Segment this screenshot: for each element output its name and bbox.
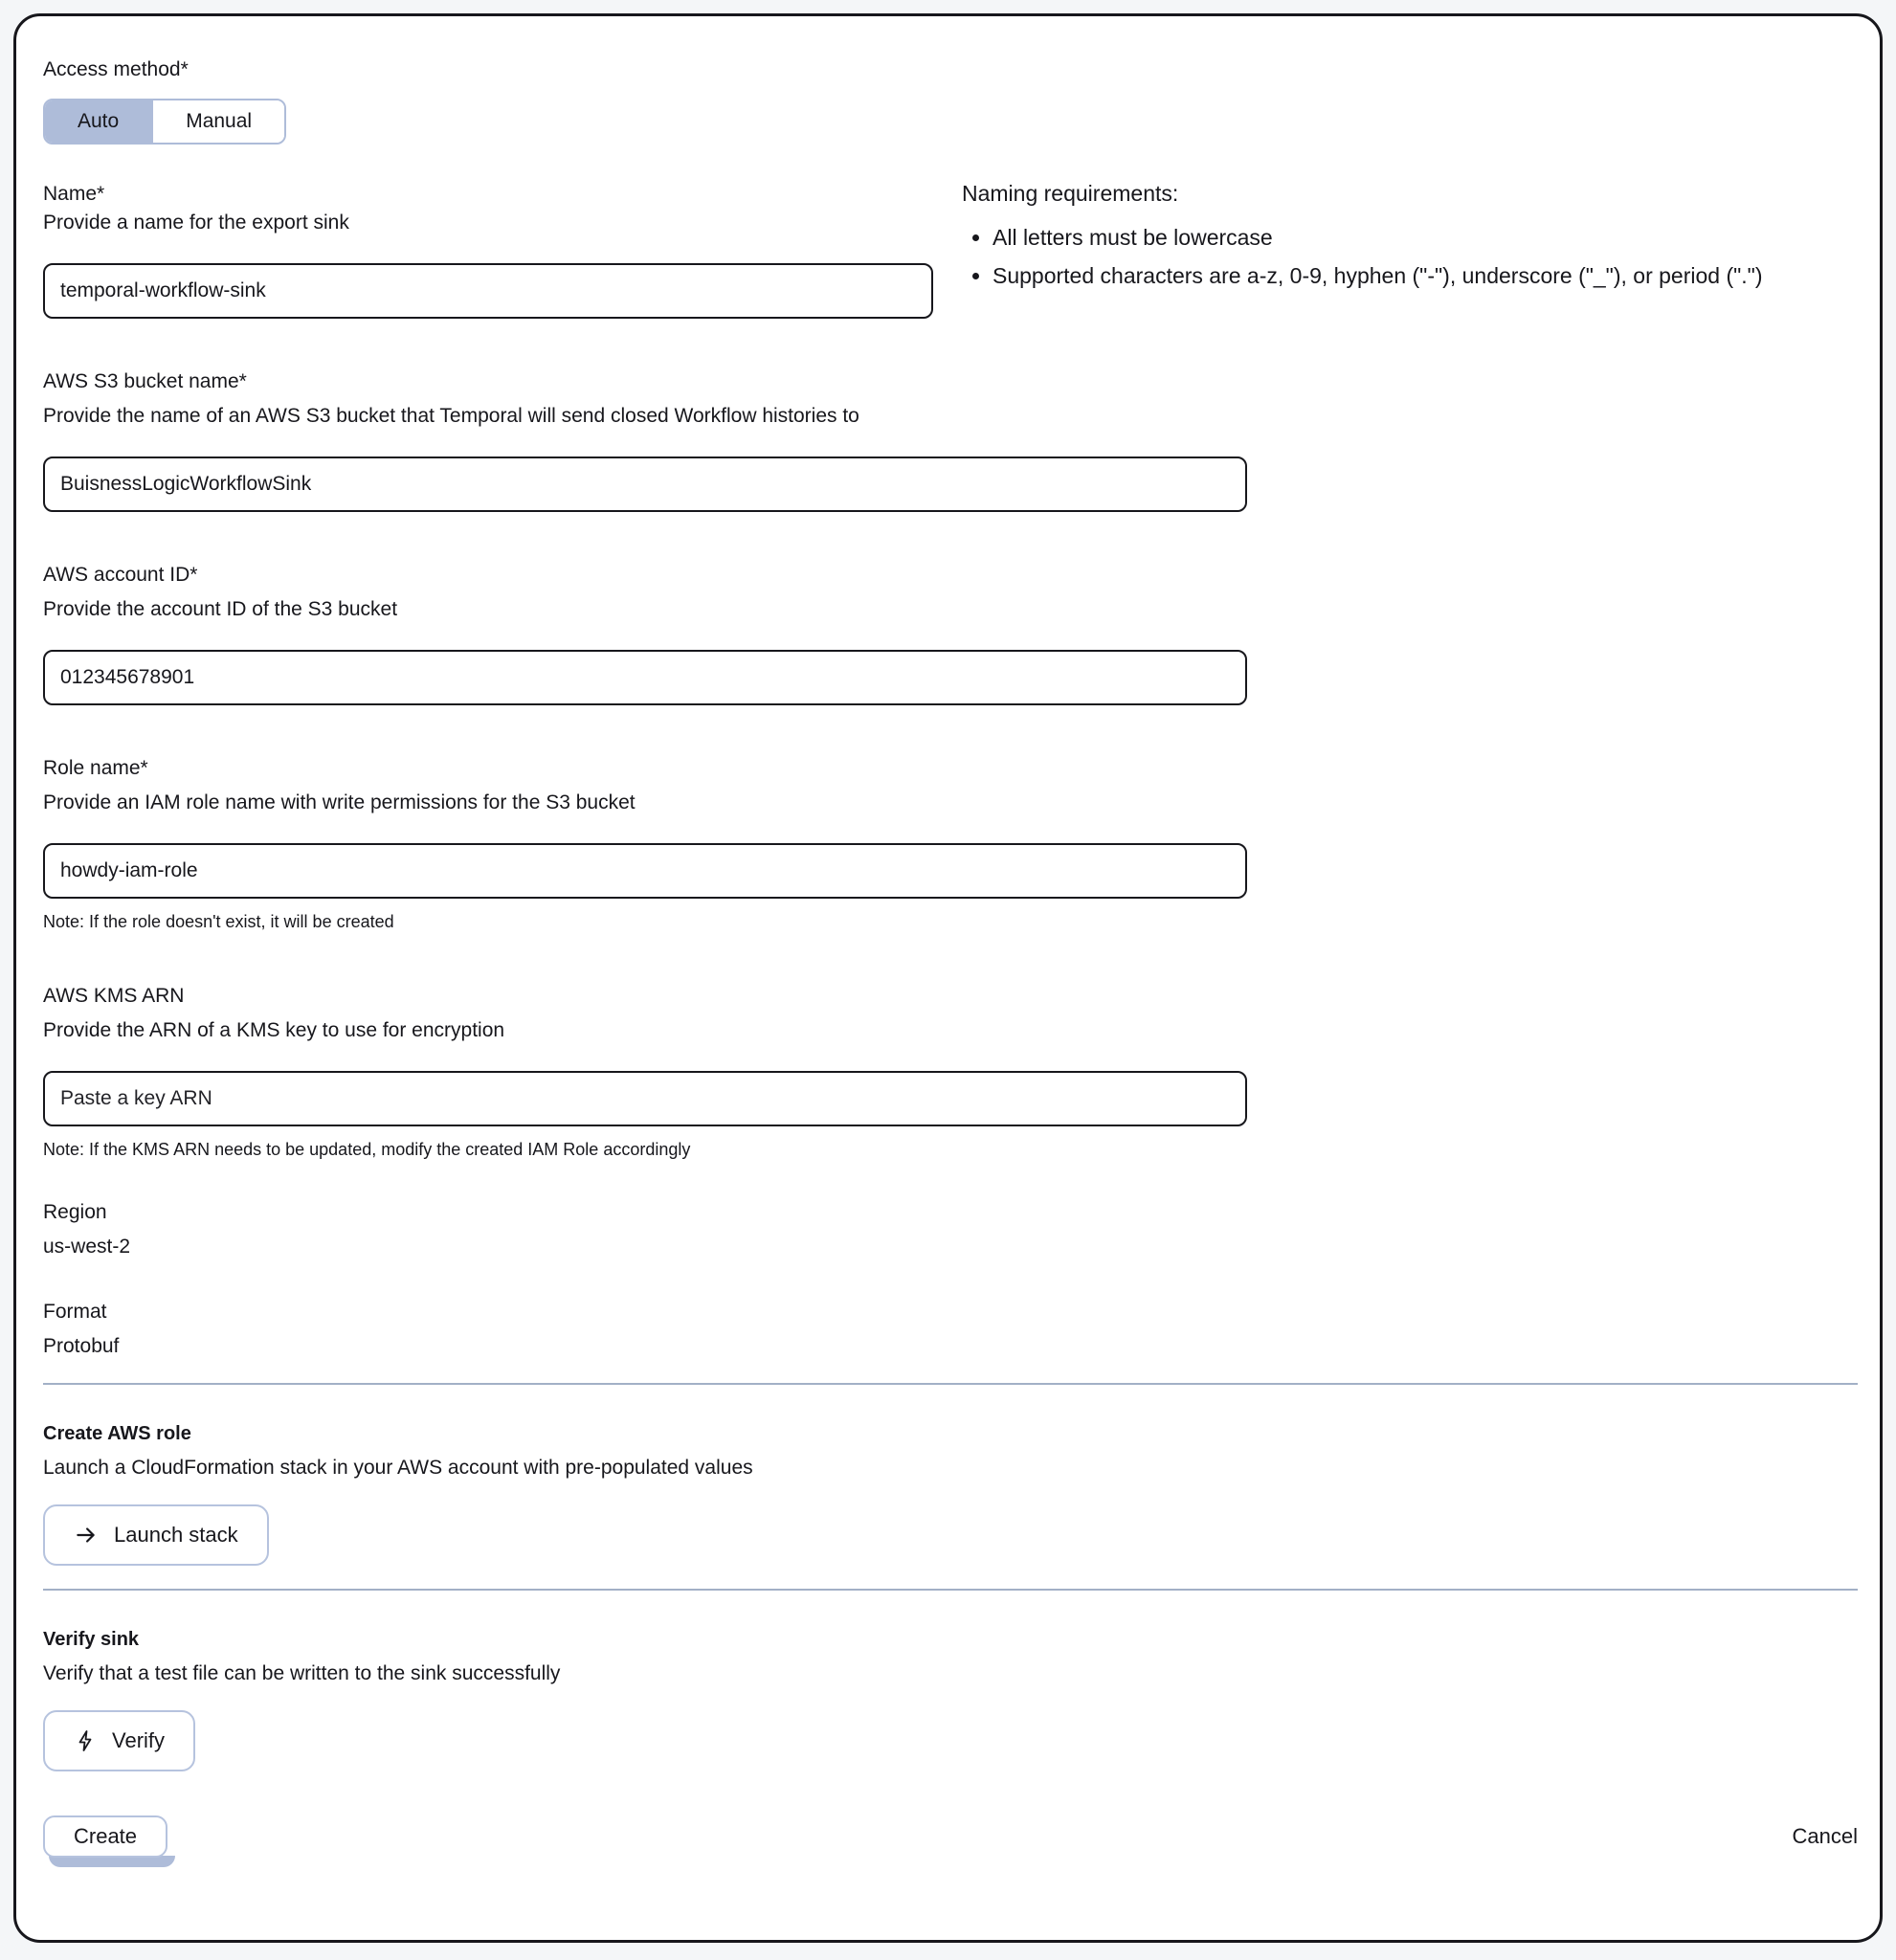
naming-requirements-title: Naming requirements: (962, 181, 1179, 206)
account-id-field-group (43, 562, 1853, 705)
access-method-toggle (43, 99, 286, 145)
naming-requirement-item: • All letters must be lowercase (993, 221, 1804, 254)
format-value: Protobuf (43, 1335, 120, 1357)
create-role-title: Create AWS role (43, 1423, 191, 1444)
naming-requirements-list (962, 221, 1804, 292)
arrow-right-icon (74, 1523, 99, 1548)
s3-bucket-input[interactable] (43, 457, 1247, 512)
name-input[interactable] (43, 263, 933, 319)
access-method-label: Access method* (43, 58, 189, 80)
name-field-description: Provide a name for the export sink (43, 212, 349, 234)
role-name-field-group (43, 755, 1853, 933)
create-button[interactable]: Create (43, 1815, 167, 1858)
name-field-label: Name* (43, 183, 105, 205)
lightning-icon (74, 1728, 97, 1753)
s3-bucket-description: Provide the name of an AWS S3 bucket that Temporal will send closed Workflow histories to (43, 405, 859, 427)
role-name-label: Role name* (43, 757, 148, 779)
account-id-label: AWS account ID* (43, 564, 198, 586)
create-role-section (43, 1421, 1853, 1566)
naming-requirement-item: • Supported characters are a-z, 0-9, hyphen ("-"), underscore ("_"), or period (".") (993, 259, 1804, 292)
name-row (43, 179, 1853, 319)
naming-requirements (962, 179, 1833, 319)
launch-stack-button[interactable] (43, 1504, 269, 1566)
create-button-wrap (43, 1815, 167, 1858)
s3-bucket-label: AWS S3 bucket name* (43, 370, 247, 392)
role-name-input[interactable] (43, 843, 1247, 899)
kms-arn-label: AWS KMS ARN (43, 985, 185, 1007)
account-id-input[interactable] (43, 650, 1247, 705)
launch-stack-button-label: Launch stack (114, 1523, 238, 1547)
region-value: us-west-2 (43, 1236, 131, 1258)
kms-arn-note: Note: If the KMS ARN needs to be updated, modify the created IAM Role accordingly (43, 1140, 691, 1159)
kms-arn-field-group (43, 983, 1853, 1161)
toggle-option-auto[interactable]: Auto (45, 100, 151, 143)
name-field-group (43, 179, 933, 319)
divider (43, 1383, 1858, 1385)
verify-button-label: Verify (112, 1728, 166, 1752)
s3-bucket-field-group (43, 368, 1853, 512)
region-label: Region (43, 1201, 107, 1223)
cancel-button[interactable]: Cancel (1793, 1815, 1858, 1858)
kms-arn-input[interactable] (43, 1071, 1247, 1126)
format-label: Format (43, 1301, 107, 1323)
toggle-option-manual[interactable]: Manual (151, 100, 284, 143)
create-role-description: Launch a CloudFormation stack in your AWS account with pre-populated values (43, 1457, 753, 1479)
format-block (43, 1299, 1853, 1360)
role-name-description: Provide an IAM role name with write permissions for the S3 bucket (43, 791, 636, 813)
verify-sink-title: Verify sink (43, 1629, 140, 1650)
account-id-description: Provide the account ID of the S3 bucket (43, 598, 398, 620)
export-sink-form-card (13, 13, 1883, 1943)
verify-sink-description: Verify that a test file can be written to the sink successfully (43, 1662, 561, 1684)
region-block (43, 1199, 1853, 1260)
verify-sink-section (43, 1627, 1853, 1771)
role-name-note: Note: If the role doesn't exist, it will be created (43, 912, 394, 931)
verify-button[interactable] (43, 1710, 195, 1771)
footer-actions (43, 1815, 1858, 1858)
divider (43, 1589, 1858, 1591)
kms-arn-description: Provide the ARN of a KMS key to use for encryption (43, 1019, 505, 1041)
